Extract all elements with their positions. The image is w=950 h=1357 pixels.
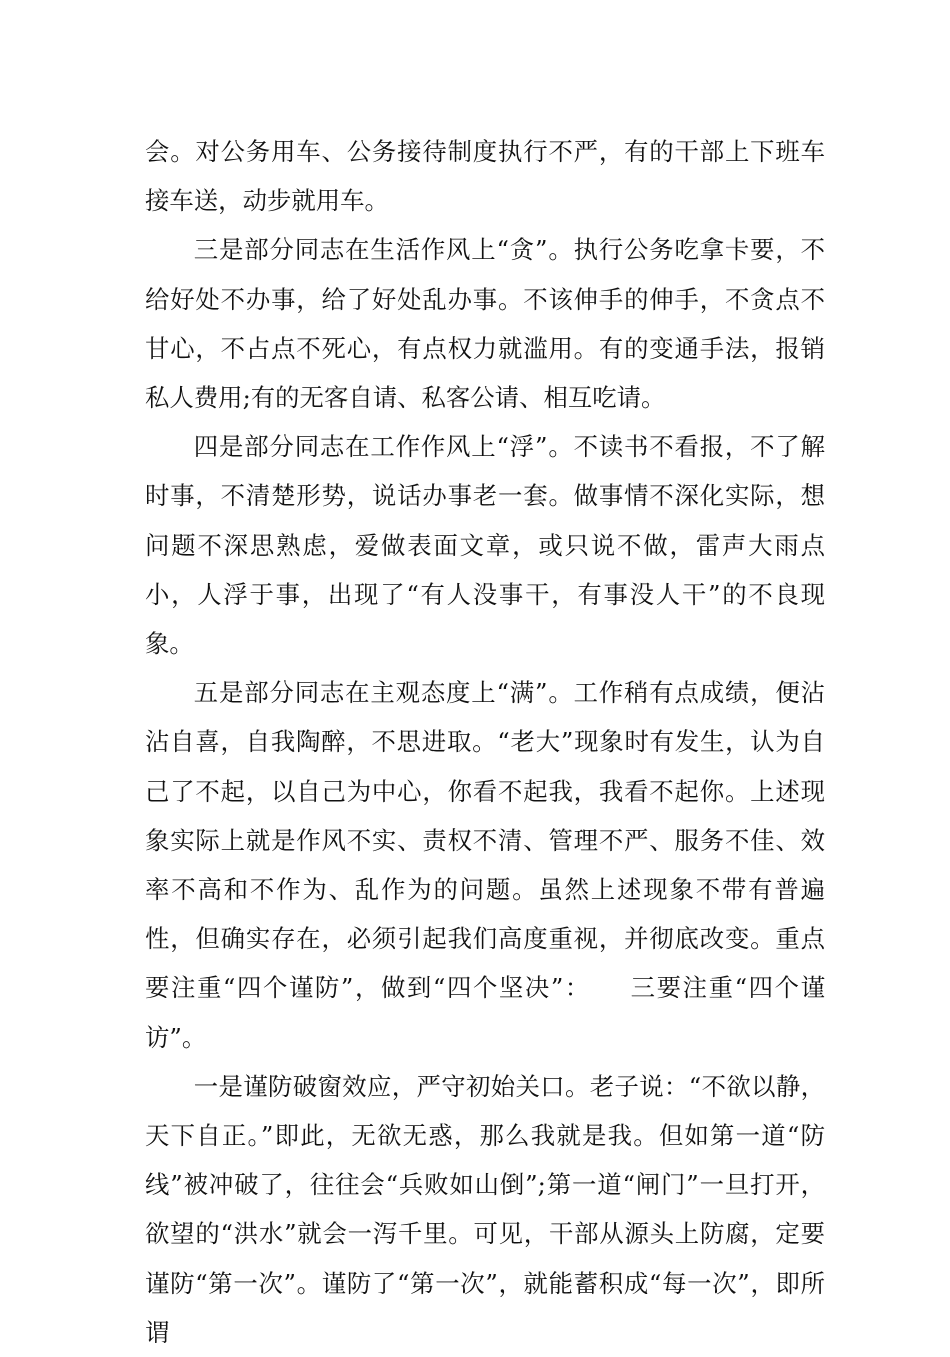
paragraph-four: 四是部分同志在工作作风上“浮”。不读书不看报，不了解时事，不清楚形势，说话办事老一套。做事情不深化实际，想问题不深思熟虑，爱做表面文章，或只说不做，雷声大雨点小，人浮于事，出现了“有人没事干，有事没人干”的不良现象。: [145, 432, 825, 659]
paragraph-continuation: 会。对公务用车、公务接待制度执行不严，有的干部上下班车接车送，动步就用车。: [145, 137, 825, 216]
paragraph-guard-one: 一是谨防破窗效应，严守初始关口。老子说：“不欲以静，天下自正。”即此，无欲无惑，那么我就是我。但如第一道“防线”被冲破了，往往会“兵败如山倒”;第一道“闸门”一旦打开，欲望的“洪水”就会一泻千里。可见，干部从源头上防腐，定要谨防“第一次”。谨防了“第一次”，就能蓄积成“每一次”，即所谓: [145, 1071, 825, 1347]
paragraph-five: 五是部分同志在主观态度上“满”。工作稍有点成绩，便沾沾自喜，自我陶醉，不思进取。“老大”现象时有发生，认为自己了不起，以自己为中心，你看不起我，我看不起你。上述现象实际上就是作风不实、责权不清、管理不严、服务不佳、效率不高和不作为、乱作为的问题。虽然上述现象不带有普遍性，但确实存在，必须引起我们高度重视，并彻底改变。重点要注重“四个谨防”，做到“四个坚决”： 三要注重“四个谨访”。: [145, 678, 825, 1052]
paragraph-three: 三是部分同志在生活作风上“贪”。执行公务吃拿卡要，不给好处不办事，给了好处乱办事。不该伸手的伸手，不贪点不甘心，不占点不死心，有点权力就滥用。有的变通手法，报销私人费用;有的无客自请、私客公请、相互吃请。: [145, 235, 825, 413]
document-body: [145, 127, 825, 1357]
